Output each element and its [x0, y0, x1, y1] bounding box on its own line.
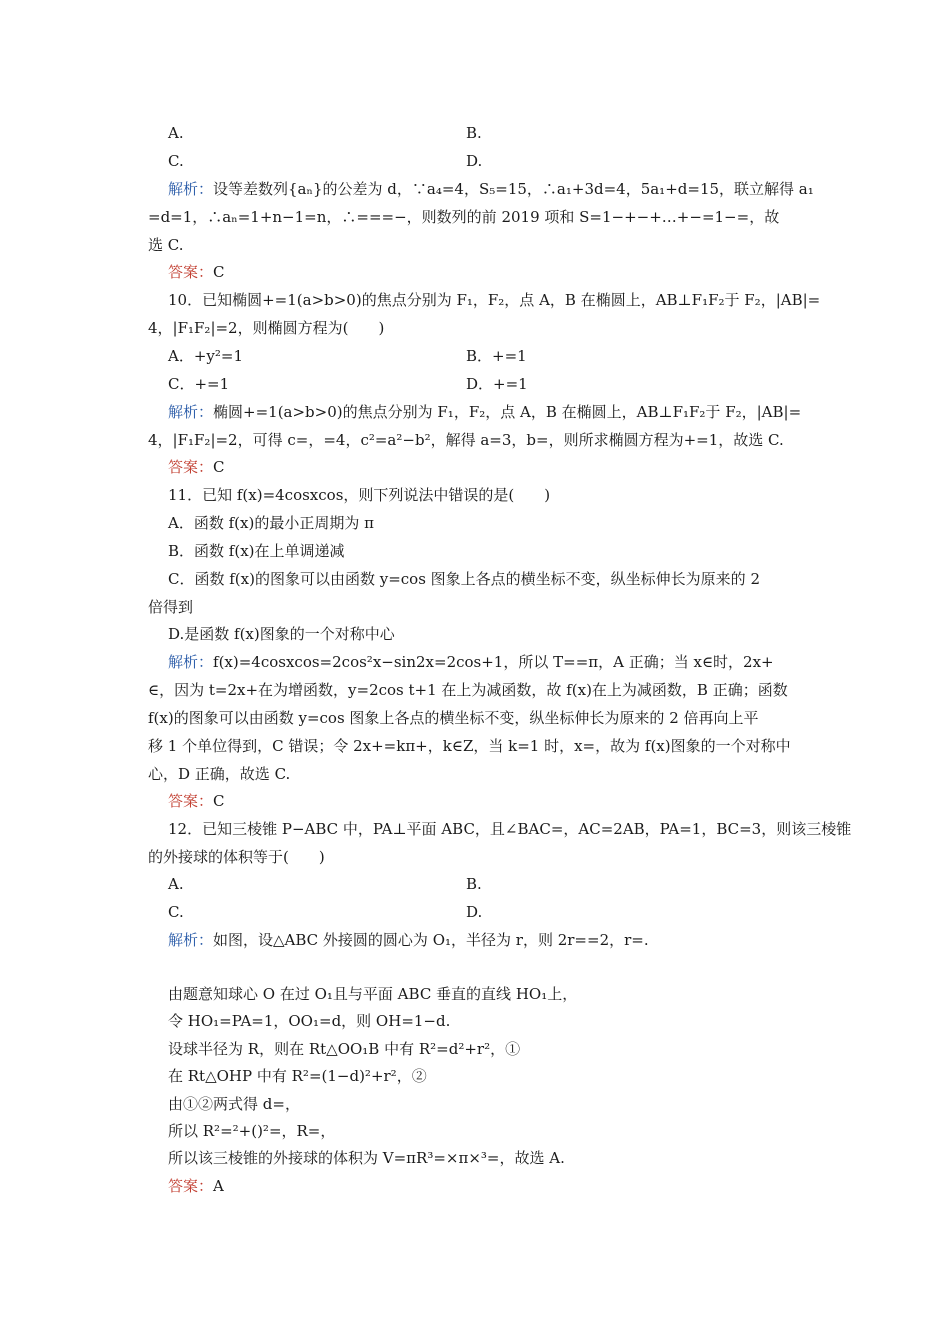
q9-solution-line: 解析：设等差数列{aₙ}的公差为 d，∵a₄=4，S₅=15，∴a₁+3d=4，5a₁+d=15，联立解得 a₁: [168, 180, 814, 198]
q10-solution-line: 解析：椭圆+=1(a>b>0)的焦点分别为 F₁，F₂，点 A，B 在椭圆上，AB⊥F₁F₂于 F₂，|AB|=: [168, 403, 802, 421]
q10-stem: 10．已知椭圆+=1(a>b>0)的焦点分别为 F₁，F₂，点 A，B 在椭圆上，AB⊥F₁F₂于 F₂，|AB|=: [168, 291, 821, 309]
answer-label: 答案：: [168, 458, 214, 476]
q11-option-a: A．函数 f(x)的最小正周期为 π: [168, 514, 374, 532]
q10-stem: 4，|F₁F₂|=2，则椭圆方程为( ): [148, 319, 385, 337]
q12-solution-line: 所以该三棱锥的外接球的体积为 V=πR³=×π×³=，故选 A.: [168, 1149, 565, 1167]
answer-label: 答案：: [168, 263, 214, 281]
q11-solution-line: f(x)的图象可以由函数 y=cos 图象上各点的横坐标不变，纵坐标伸长为原来的 2 倍再向上平: [148, 709, 759, 727]
answer-label: 答案：: [168, 1177, 214, 1195]
q12-solution-line: 由①②两式得 d=，: [168, 1095, 300, 1113]
q12-solution-line: 所以 R²=²+()²=，R=，: [168, 1122, 336, 1140]
q11-stem: 11．已知 f(x)=4cosxcos，则下列说法中错误的是( ): [168, 486, 551, 504]
q9-solution-line: =d=1，∴aₙ=1+n−1=n，∴===−，则数列的前 2019 项和 S=1−+−+…+−=1−=，故: [148, 208, 780, 226]
q12-option-a: A.: [168, 875, 184, 893]
q10-option-a: A．+y²=1: [168, 347, 244, 365]
q12-solution-line: 令 HO₁=PA=1，OO₁=d，则 OH=1−d.: [168, 1012, 451, 1030]
q10-option-b: B．+=1: [466, 347, 527, 365]
q11-answer: 答案：C: [168, 792, 225, 810]
q12-option-b: B.: [466, 875, 482, 893]
q10-option-c: C．+=1: [168, 375, 230, 393]
analysis-label: 解析：: [168, 403, 214, 421]
q11-option-c: C．函数 f(x)的图象可以由函数 y=cos 图象上各点的横坐标不变，纵坐标伸长为原来的 2: [168, 570, 760, 588]
q11-option-d: D.是函数 f(x)图象的一个对称中心: [168, 625, 395, 643]
analysis-label: 解析：: [168, 653, 214, 671]
q11-option-b: B．函数 f(x)在上单调递减: [168, 542, 345, 560]
q12-answer: 答案：A: [168, 1177, 224, 1195]
q12-option-d: D.: [466, 903, 483, 921]
q12-solution-line: 在 Rt△OHP 中有 R²=(1−d)²+r²，②: [168, 1067, 427, 1085]
answer-label: 答案：: [168, 792, 214, 810]
analysis-label: 解析：: [168, 180, 214, 198]
q11-solution-line: 心，D 正确，故选 C.: [148, 765, 291, 783]
q11-solution-line: 移 1 个单位得到，C 错误；令 2x+=kπ+，k∈Z，当 k=1 时，x=，故为 f(x)图象的一个对称中: [148, 737, 791, 755]
q12-solution-line: 解析：如图，设△ABC 外接圆的圆心为 O₁，半径为 r，则 2r==2，r=.: [168, 931, 649, 949]
q12-option-c: C.: [168, 903, 184, 921]
q11-solution-line: ∈，因为 t=2x+在为增函数，y=2cos t+1 在上为减函数，故 f(x)在上为减函数，B 正确；函数: [148, 681, 788, 699]
q9-solution-line: 选 C.: [148, 236, 184, 254]
q12-solution-line: 由题意知球心 O 在过 O₁且与平面 ABC 垂直的直线 HO₁上，: [168, 985, 578, 1003]
q12-stem: 12．已知三棱锥 P−ABC 中，PA⊥平面 ABC，且∠BAC=，AC=2AB，PA=1，BC=3，则该三棱锥: [168, 820, 852, 838]
q9-option-c: C.: [168, 152, 184, 170]
q9-answer: 答案：C: [168, 263, 225, 281]
q11-option-c: 倍得到: [148, 598, 194, 616]
analysis-label: 解析：: [168, 931, 214, 949]
q12-stem: 的外接球的体积等于( ): [148, 848, 325, 866]
q9-option-a: A.: [168, 124, 184, 142]
q10-solution-line: 4，|F₁F₂|=2，可得 c=，=4，c²=a²−b²，解得 a=3，b=，则所求椭圆方程为+=1，故选 C.: [148, 431, 784, 449]
q10-option-d: D．+=1: [466, 375, 528, 393]
q10-answer: 答案：C: [168, 458, 225, 476]
q11-solution-line: 解析：f(x)=4cosxcos=2cos²x−sin2x=2cos+1，所以 T==π，A 正确；当 x∈时，2x+: [168, 653, 774, 671]
q12-solution-line: 设球半径为 R，则在 Rt△OO₁B 中有 R²=d²+r²，①: [168, 1040, 521, 1058]
q9-option-d: D.: [466, 152, 483, 170]
q9-option-b: B.: [466, 124, 482, 142]
